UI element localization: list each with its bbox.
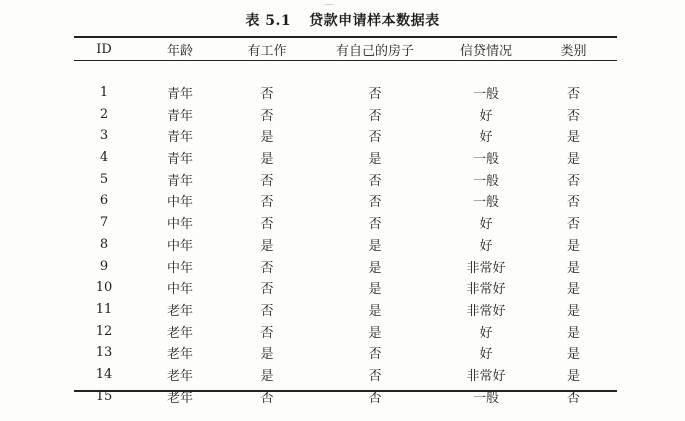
cell-age: 老年 [166, 347, 193, 363]
cell-credit: 非常好 [466, 368, 506, 384]
cell-id: 1 [99, 85, 109, 101]
column-header-id: ID [96, 41, 112, 57]
cell-age: 青年 [166, 108, 193, 124]
cell-has-job: 否 [260, 282, 274, 298]
cell-class: 是 [566, 238, 580, 254]
cell-age: 青年 [166, 152, 193, 168]
cell-class: 是 [566, 325, 580, 341]
caption-label: 表 5.1 [245, 13, 292, 29]
cell-class: 否 [566, 195, 580, 211]
cell-class: 否 [566, 390, 580, 406]
cell-class: 是 [566, 260, 580, 276]
cell-class: 是 [566, 282, 580, 298]
cell-class: 是 [566, 152, 580, 168]
column-header-class: 类别 [560, 43, 587, 59]
cell-credit: 非常好 [466, 303, 506, 319]
table-row [74, 385, 617, 407]
cell-has-job: 否 [260, 390, 274, 406]
cell-class: 否 [566, 108, 580, 124]
cell-class: 是 [566, 347, 580, 363]
cell-has-job: 否 [260, 87, 274, 103]
cell-id: 13 [95, 345, 113, 361]
cell-has-job: 否 [260, 303, 274, 319]
column-header-credit: 信贷情况 [459, 43, 512, 59]
cell-own-house: 是 [368, 282, 382, 298]
cell-age: 青年 [166, 130, 193, 146]
table-row [74, 364, 617, 386]
cell-own-house: 是 [368, 238, 382, 254]
cell-age: 中年 [166, 217, 193, 233]
table-row [74, 299, 617, 321]
table-row [74, 255, 617, 277]
table-row [74, 320, 617, 342]
cell-id: 11 [95, 301, 113, 317]
cell-own-house: 是 [368, 325, 382, 341]
cell-own-house: 否 [368, 347, 382, 363]
cell-age: 青年 [166, 173, 193, 189]
column-header-has-job: 有工作 [247, 43, 287, 59]
cell-class: 是 [566, 303, 580, 319]
cell-age: 中年 [166, 282, 193, 298]
cell-class: 是 [566, 368, 580, 384]
column-header-age: 年龄 [166, 43, 193, 59]
table-row [74, 342, 617, 364]
cell-own-house: 是 [368, 303, 382, 319]
cell-own-house: 否 [368, 368, 382, 384]
cell-own-house: 否 [368, 87, 382, 103]
cell-id: 4 [99, 150, 109, 166]
table-row [74, 147, 617, 169]
cell-own-house: 否 [368, 173, 382, 189]
cell-age: 老年 [166, 303, 193, 319]
cell-credit: 一般 [472, 195, 499, 211]
column-header-own-house: 有自己的房子 [335, 43, 414, 59]
cell-credit: 一般 [472, 390, 499, 406]
cell-has-job: 是 [260, 130, 274, 146]
loan-sample-table [74, 38, 617, 407]
cell-has-job: 否 [260, 325, 274, 341]
cell-id: 9 [99, 258, 109, 274]
header-gap [74, 60, 617, 82]
cell-id: 6 [99, 193, 109, 209]
cell-age: 老年 [166, 368, 193, 384]
cell-id: 5 [99, 171, 109, 187]
cell-has-job: 否 [260, 260, 274, 276]
table-row [74, 190, 617, 212]
table-row [74, 168, 617, 190]
table-body [74, 60, 617, 407]
cell-has-job: 是 [260, 368, 274, 384]
table-row [74, 82, 617, 104]
caption-title: 贷款申请样本数据表 [309, 13, 440, 29]
cell-id: 7 [99, 215, 109, 231]
cell-age: 中年 [166, 238, 193, 254]
cell-credit: 一般 [472, 152, 499, 168]
cell-id: 10 [95, 280, 113, 296]
cell-own-house: 否 [368, 108, 382, 124]
cell-id: 15 [95, 388, 113, 404]
cell-id: 14 [95, 366, 113, 382]
cell-own-house: 是 [368, 152, 382, 168]
cell-credit: 一般 [472, 173, 499, 189]
cell-has-job: 否 [260, 195, 274, 211]
table-row [74, 277, 617, 299]
cell-has-job: 是 [260, 347, 274, 363]
table-caption [0, 10, 685, 30]
cell-id: 3 [99, 128, 109, 144]
table-row [74, 234, 617, 256]
cell-credit: 好 [479, 325, 493, 341]
cell-class: 否 [566, 217, 580, 233]
cell-own-house: 否 [368, 390, 382, 406]
table-header-row [74, 38, 617, 60]
cell-own-house: 否 [368, 130, 382, 146]
cell-own-house: 否 [368, 217, 382, 233]
cell-credit: 一般 [472, 87, 499, 103]
cell-id: 12 [95, 323, 113, 339]
cell-credit: 好 [479, 108, 493, 124]
cell-has-job: 否 [260, 108, 274, 124]
scan-speck [325, 0, 333, 5]
cell-own-house: 是 [368, 260, 382, 276]
cell-age: 中年 [166, 195, 193, 211]
cell-credit: 好 [479, 217, 493, 233]
cell-id: 8 [99, 236, 109, 252]
cell-class: 否 [566, 173, 580, 189]
cell-class: 是 [566, 130, 580, 146]
cell-has-job: 是 [260, 238, 274, 254]
cell-class: 否 [566, 87, 580, 103]
cell-credit: 非常好 [466, 260, 506, 276]
cell-age: 老年 [166, 390, 193, 406]
cell-credit: 好 [479, 238, 493, 254]
cell-age: 老年 [166, 325, 193, 341]
cell-has-job: 否 [260, 173, 274, 189]
table-row [74, 103, 617, 125]
cell-has-job: 否 [260, 217, 274, 233]
cell-id: 2 [99, 106, 109, 122]
cell-credit: 非常好 [466, 282, 506, 298]
cell-has-job: 是 [260, 152, 274, 168]
cell-age: 青年 [166, 87, 193, 103]
cell-own-house: 否 [368, 195, 382, 211]
cell-age: 中年 [166, 260, 193, 276]
cell-credit: 好 [479, 347, 493, 363]
cell-credit: 好 [479, 130, 493, 146]
table-row [74, 125, 617, 147]
table-row [74, 212, 617, 234]
